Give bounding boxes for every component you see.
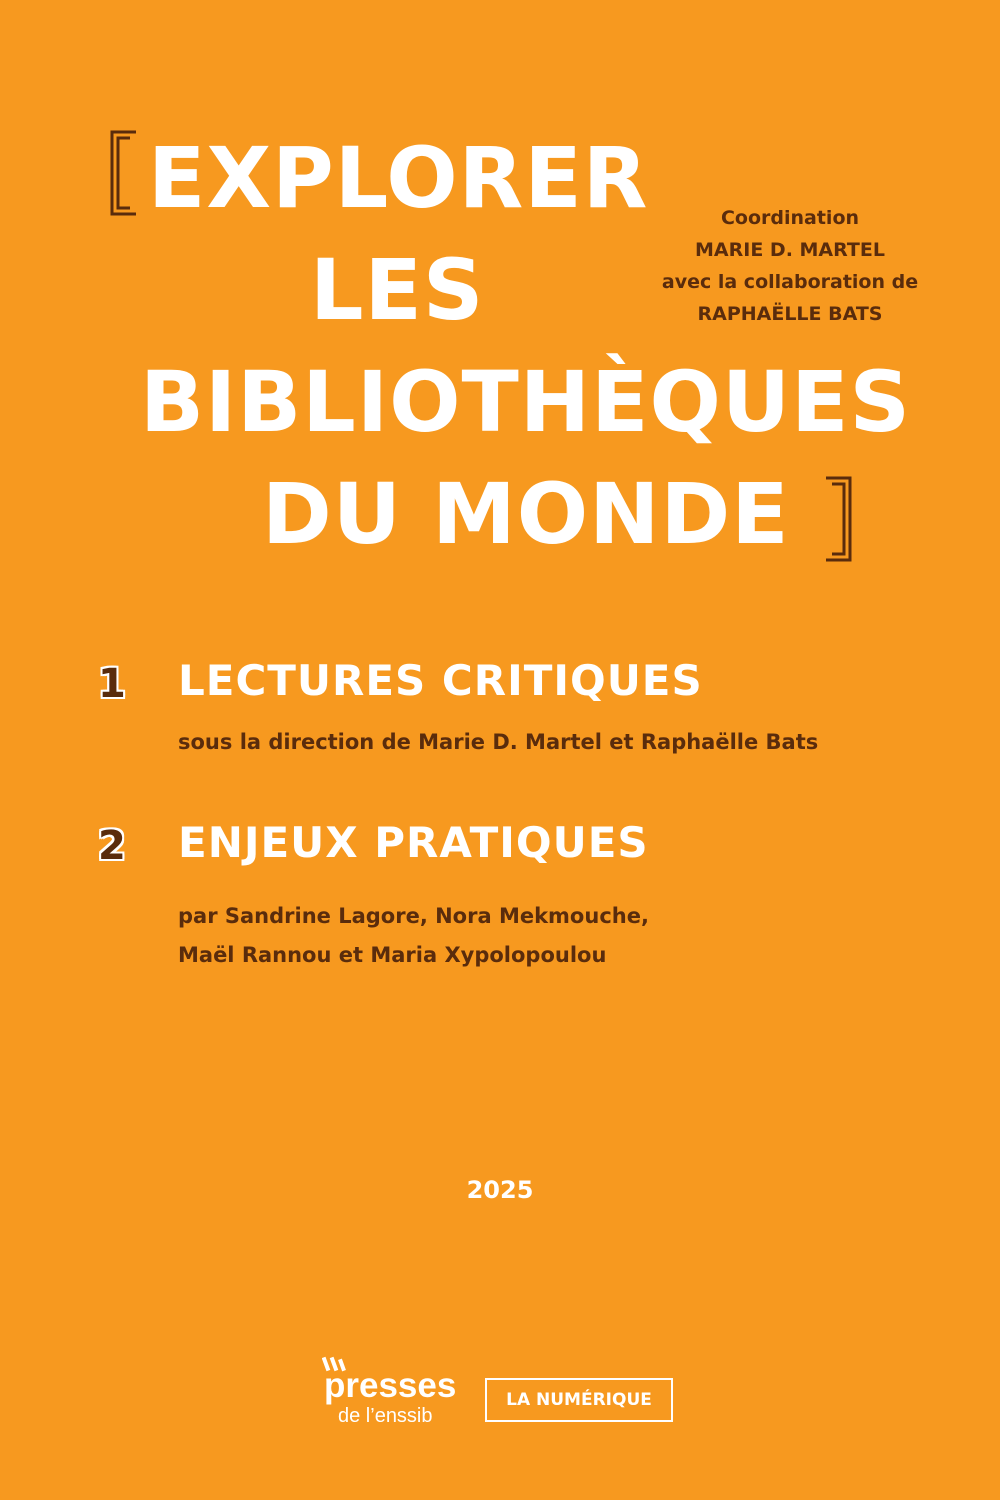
coordinator-name: MARIE D. MARTEL: [695, 239, 885, 261]
title-line-3: BIBLIOTHÈQUES: [140, 353, 911, 451]
volume-1-title: LECTURES CRITIQUES: [178, 656, 703, 705]
title-line-1: EXPLORER: [148, 129, 649, 227]
volume-1-number: 1: [98, 661, 126, 707]
volume-2-title: ENJEUX PRATIQUES: [178, 818, 649, 867]
publication-year: 2025: [466, 1176, 534, 1204]
volume-2-subtitle-line-2: Maël Rannou et Maria Xypolopoulou: [178, 943, 607, 967]
collaborator-name: RAPHAËLLE BATS: [697, 303, 883, 325]
volume-1-subtitle: sous la direction de Marie D. Martel et Raphaëlle Bats: [178, 730, 819, 754]
title-line-4: DU MONDE: [262, 465, 790, 563]
publisher-name: presses: [324, 1366, 457, 1405]
coordination-block: [640, 202, 940, 330]
title-line-2: LES: [310, 241, 485, 339]
right-bracket-icon: [818, 474, 858, 564]
left-bracket-icon: [104, 128, 144, 218]
volume-2-number: 2: [98, 823, 126, 869]
collection-badge: LA NUMÉRIQUE: [485, 1378, 673, 1422]
publisher-subname: de l’enssib: [338, 1405, 433, 1427]
volume-2-subtitle-line-1: par Sandrine Lagore, Nora Mekmouche,: [178, 904, 649, 928]
collaboration-label: avec la collaboration de: [661, 271, 919, 293]
coordination-label: Coordination: [720, 207, 860, 229]
